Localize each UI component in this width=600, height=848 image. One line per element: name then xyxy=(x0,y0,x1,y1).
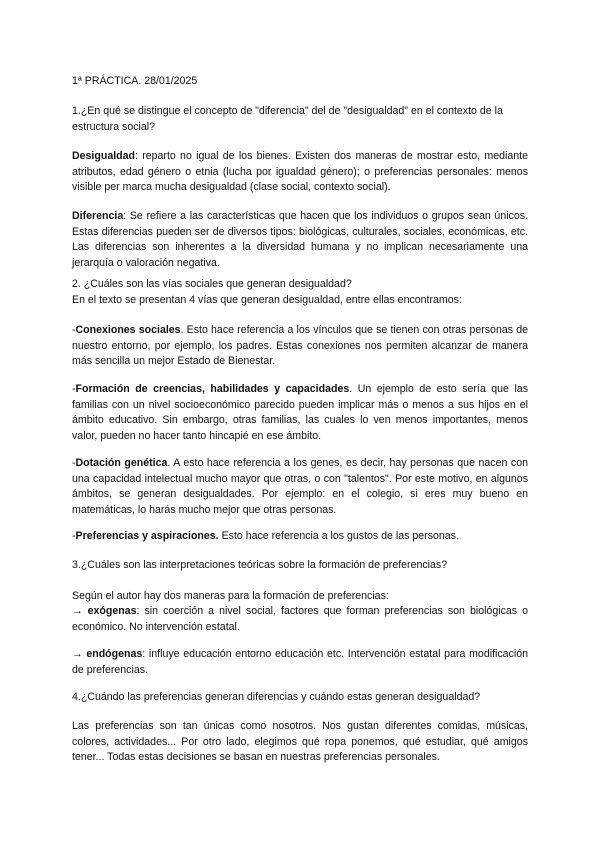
question-1: 1.¿En qué se distingue el concepto de "diferencia" del de "desigualdad" en el contexto de la estructura social? xyxy=(72,105,503,133)
bullet-dash: - xyxy=(72,530,76,542)
arrow-right-icon: → xyxy=(72,648,87,660)
term-exogenas: exógenas xyxy=(87,605,137,617)
text-exogenas: : sin coerción a nivel social, factores que forman preferencias son biológicas o económico. No intervención estatal. xyxy=(72,605,528,633)
term-formacion: Formación de creencias, habilidades y capacidades xyxy=(75,383,350,395)
text-preferencias: Esto hace referencia a los gustos de las personas. xyxy=(218,530,459,542)
bullet-dash: - xyxy=(72,457,76,469)
term-conexiones: Conexiones sociales xyxy=(75,324,181,336)
list-item-formacion xyxy=(72,382,528,444)
question-4: 4.¿Cuándo las preferencias generan diferencias y cuándo estas generan desigualdad? xyxy=(72,691,481,703)
list-item-conexiones xyxy=(72,323,528,370)
list-item-dotacion xyxy=(72,456,528,518)
text-endogenas: : influye educación entorno educación etc. Intervención estatal para modificación de preferencias. xyxy=(72,648,528,676)
term-dotacion: Dotación genética xyxy=(75,457,168,469)
document-header: 1ª PRÁCTICA. 28/01/2025 xyxy=(72,75,198,87)
text-formacion: . Un ejemplo de esto sería que las familias con un nivel socioeconómico parecido pueden implicar más o menos a sus hijos en el ámbito educativo. Sin embargo, otras familias, las cuales lo ven menos importantes, menos valor, pueden no hacer tanto hincapié en ese ámbito. xyxy=(72,383,528,442)
question-3-intro: Según el autor hay dos maneras para la formación de preferencias: xyxy=(72,590,389,602)
text-conexiones: . Esto hace referencia a los vínculos que se tienen con otras personas de nuestro entorno, por ejemplo, los padres. Estas conexiones nos permiten alcanzar de manera más sencilla un mejor Estado de Bienestar. xyxy=(72,324,528,368)
answer-diferencia xyxy=(72,209,528,271)
question-2: 2. ¿Cuáles son las vías sociales que generan desigualdad? xyxy=(72,278,352,290)
question-2-intro: En el texto se presentan 4 vías que generan desigualdad, entre ellas encontramos: xyxy=(72,294,462,306)
definition-desigualdad: : reparto no igual de los bienes. Existen dos maneras de mostrar esto, mediante atributos, edad género o etnia (lucha por igualdad género); o preferencias personales: menos visible per marca mucha desigualdad (clase social, contexto social). xyxy=(72,150,528,194)
text-dotacion: . A esto hace referencia a los genes, es decir, hay personas que nacen con una capacidad intelectual mucho mayor que otras, o con "talentos". Por este motivo, en algunos ámbitos, se generan desigualdades. Por ejemplo: en el colegio, si eres muy bueno en matemáticas, lo harás mucho mejor que otras personas. xyxy=(72,457,528,516)
question-3: 3.¿Cuáles son las interpretaciones teóricas sobre la formación de preferencias? xyxy=(72,559,448,571)
bullet-dash: - xyxy=(72,383,76,395)
term-diferencia: Diferencia xyxy=(72,210,124,222)
answer-exogenas xyxy=(72,604,528,635)
arrow-right-icon: → xyxy=(72,605,88,617)
term-preferencias: Preferencias y aspiraciones. xyxy=(75,530,219,542)
term-desigualdad: Desigualdad xyxy=(72,150,135,162)
answer-desigualdad xyxy=(72,149,528,196)
answer-4: Las preferencias son tan únicas como nosotros. Nos gustan diferentes comidas, músicas, colores, actividades... Por otro lado, elegimos qué ropa ponemos, qué estudiar, qué amigos tener... Todas estas decisiones se basan en nuestras preferencias personales. xyxy=(72,720,528,764)
definition-diferencia: : Se refiere a las características que hacen que los individuos o grupos sean únicos. Estas diferencias pueden ser de diversos tipos: biológicas, culturales, sociales, económicas, etc. Las diferencias son inherentes a la diversidad humana y no implican necesariamente una jerarquía o valoración negativa. xyxy=(72,210,528,269)
list-item-preferencias xyxy=(72,529,528,545)
bullet-dash: - xyxy=(72,324,76,336)
answer-endogenas xyxy=(72,647,528,678)
term-endogenas: endógenas xyxy=(86,648,143,660)
